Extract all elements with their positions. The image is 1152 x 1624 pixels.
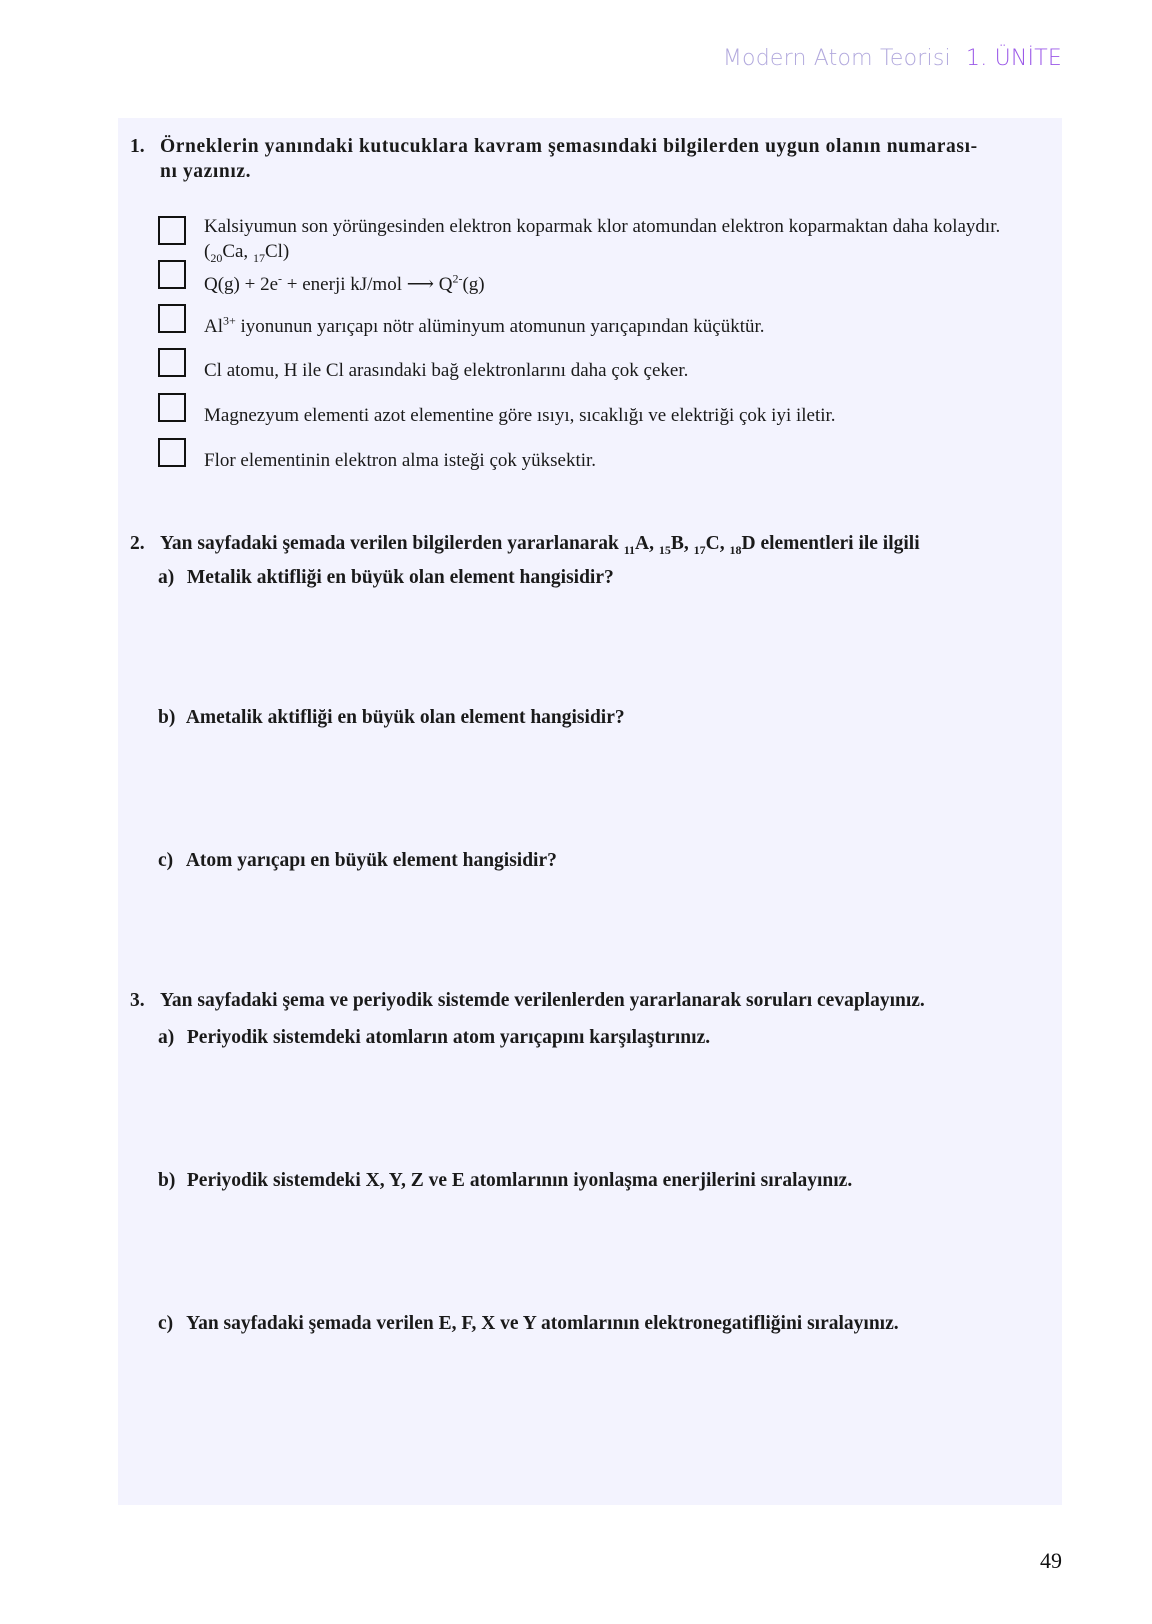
item-text: Cl) — [264, 241, 290, 262]
answer-checkbox[interactable] — [158, 216, 186, 245]
page-header — [723, 46, 1062, 71]
sub-question-text: Ametalik aktifliği en büyük olan element hangisidir? — [185, 707, 625, 728]
separator: , — [719, 533, 730, 554]
item-text: Flor elementinin elektron alma isteği çok yüksektir. — [204, 450, 597, 471]
answer-checkbox[interactable] — [158, 393, 186, 422]
item-text: iyonunun yarıçapı nötr alüminyum atomunun yarıçapından küçüktür. — [235, 316, 765, 337]
element-symbol: C — [705, 533, 720, 554]
list-item — [158, 403, 1042, 428]
element-symbol: D — [741, 533, 756, 554]
question-3a — [158, 1025, 710, 1050]
element-symbol: A — [635, 533, 650, 554]
unit-label: 1. ÜNİTE — [966, 46, 1062, 71]
chapter-title: Modern Atom Teorisi — [722, 46, 951, 71]
sub-question-label: c) — [158, 850, 174, 871]
atomic-number: 17 — [693, 542, 706, 557]
answer-checkbox[interactable] — [158, 438, 186, 467]
worksheet-panel — [118, 118, 1062, 1505]
charge-superscript: 2- — [452, 271, 463, 286]
item-text: Magnezyum elementi azot elementine göre ısıyı, sıcaklığı ve elektriği çok iyi iletir. — [204, 405, 836, 426]
atomic-number: 15 — [658, 542, 671, 557]
sub-question-label: c) — [158, 1313, 174, 1334]
sub-question-text: Yan sayfadaki şemada verilen E, F, X ve Y atomlarının elektronegatifliğini sıralayınız. — [186, 1313, 899, 1334]
item-text: Al — [204, 316, 223, 337]
atomic-number: 20 — [210, 250, 223, 265]
question-2b — [158, 705, 625, 730]
question-2a — [158, 565, 614, 590]
question-text: Yan sayfadaki şema ve periyodik sistemde verilenlerden yararlanarak soruları cevaplayınız. — [160, 990, 925, 1011]
page-number: 49 — [1040, 1548, 1062, 1573]
question-text-line2: nı yazınız. — [160, 161, 252, 182]
atomic-number: 11 — [623, 542, 636, 557]
question-text-part: elementleri ile ilgili — [755, 533, 920, 554]
question-1 — [130, 134, 1044, 184]
item-text: Kalsiyumun son yörüngesinden elektron koparmak klor atomundan elektron koparmaktan daha kolaydır. ( — [204, 216, 1001, 262]
question-2c — [158, 848, 557, 873]
question-3b — [158, 1168, 852, 1193]
sub-question-text: Atom yarıçapı en büyük element hangisidir? — [185, 850, 557, 871]
list-item — [158, 272, 1042, 297]
answer-checkbox[interactable] — [158, 304, 186, 333]
answer-checkbox[interactable] — [158, 348, 186, 377]
answer-checkbox[interactable] — [158, 260, 186, 289]
item-text: Cl atomu, H ile Cl arasındaki bağ elektronlarını daha çok çeker. — [204, 360, 689, 381]
sub-question-label: a) — [158, 1027, 175, 1048]
list-item — [158, 214, 1042, 264]
sub-question-text: Periyodik sistemdeki X, Y, Z ve E atomlarının iyonlaşma enerjilerini sıralayınız. — [186, 1170, 853, 1191]
question-2 — [130, 531, 1044, 556]
question-number: 1. — [130, 136, 145, 157]
atomic-number: 18 — [729, 542, 742, 557]
question-number: 3. — [130, 990, 145, 1011]
charge-superscript: 3+ — [223, 313, 236, 328]
separator: , — [649, 533, 659, 554]
item-text: (g) — [462, 274, 485, 295]
item-text: Q(g) + 2e — [204, 274, 279, 295]
atomic-number: 17 — [252, 250, 265, 265]
sub-question-text: Metalik aktifliği en büyük olan element hangisidir? — [186, 567, 614, 588]
item-text: Ca, — [222, 241, 253, 262]
sub-question-text: Periyodik sistemdeki atomların atom yarıçapını karşılaştırınız. — [186, 1027, 711, 1048]
list-item — [158, 314, 1042, 339]
sub-question-label: a) — [158, 567, 175, 588]
sub-question-label: b) — [158, 707, 176, 728]
separator: , — [683, 533, 694, 554]
question-text-part: Yan sayfadaki şemada verilen bilgilerden yararlanarak — [160, 533, 624, 554]
sub-question-label: b) — [158, 1170, 176, 1191]
element-symbol: B — [670, 533, 684, 554]
list-item — [158, 448, 1042, 473]
question-3 — [130, 988, 1044, 1013]
question-number: 2. — [130, 533, 145, 554]
question-3c — [158, 1311, 899, 1336]
question-text-line1: Örneklerin yanındaki kutucuklara kavram şemasındaki bilgilerden uygun olanın numarası- — [160, 136, 978, 157]
charge-superscript: - — [278, 271, 283, 286]
list-item — [158, 358, 1042, 383]
question-text — [160, 531, 1044, 556]
item-text: + enerji kJ/mol ⟶ Q — [282, 274, 453, 295]
